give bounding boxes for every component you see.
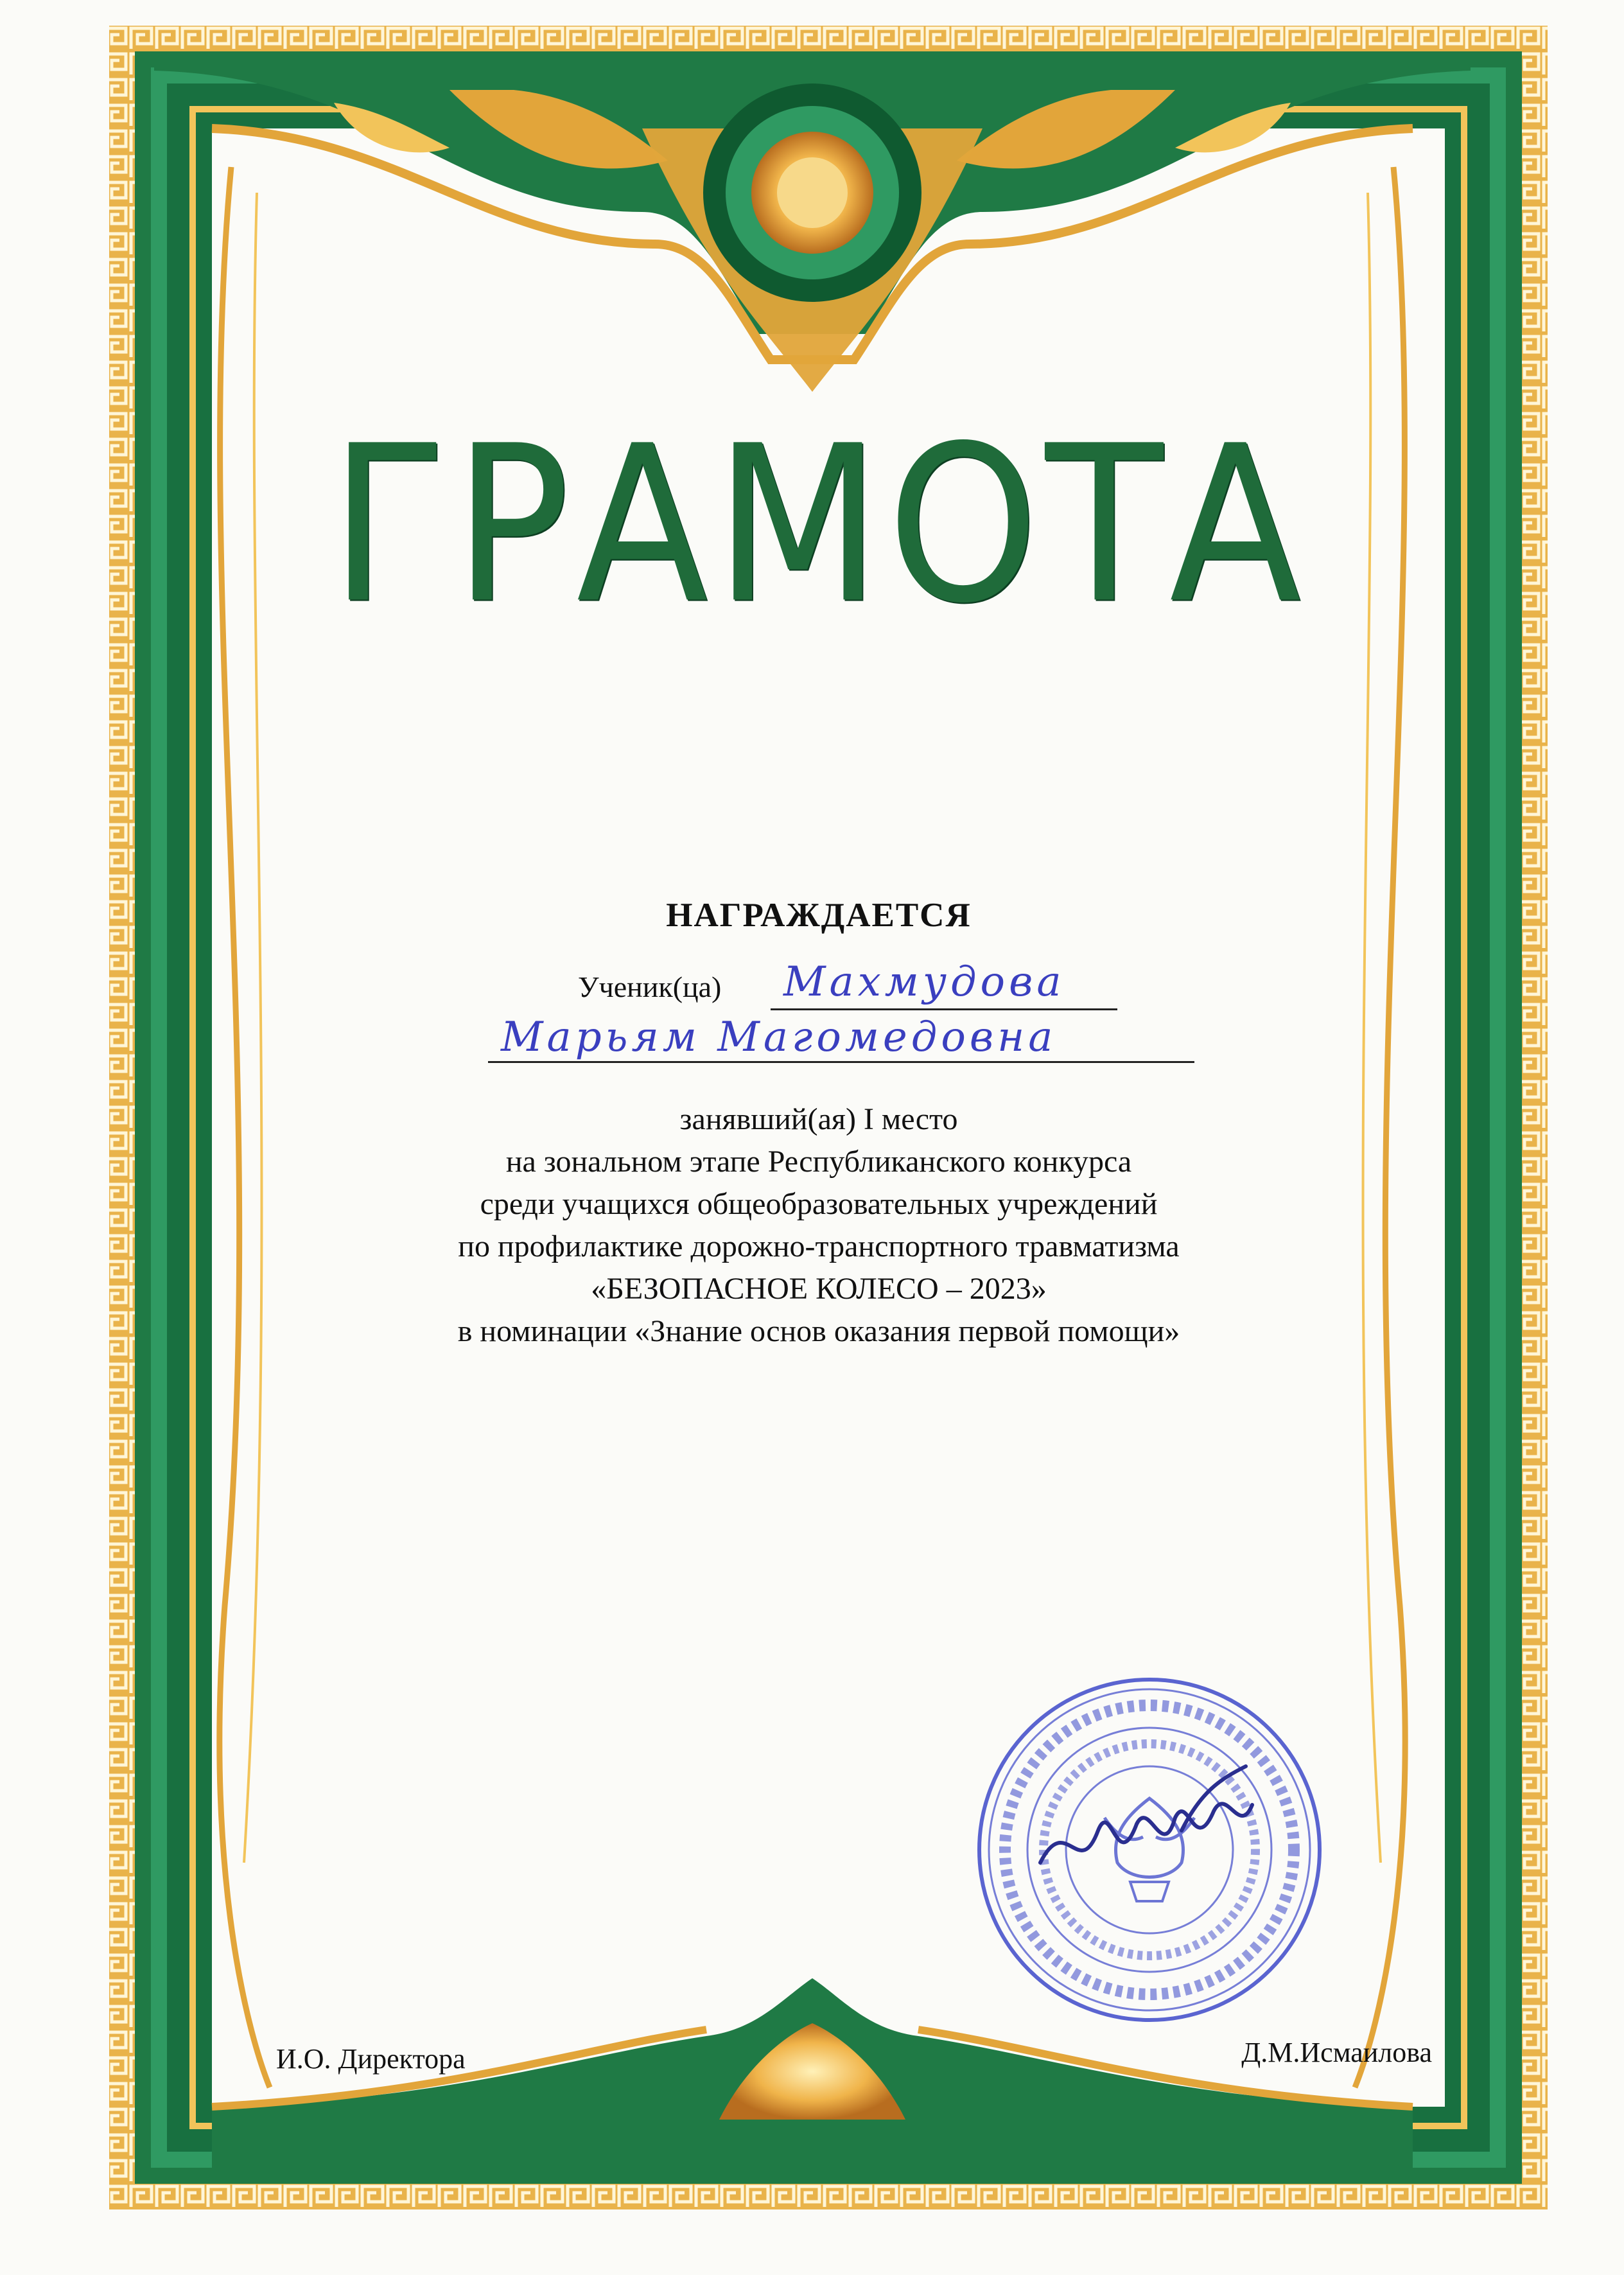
body-line: по профилактике дорожно-транспортного травматизма <box>458 1229 1180 1263</box>
awarded-heading: НАГРАЖДАЕТСЯ <box>666 897 972 934</box>
certificate-content <box>276 0 1432 2275</box>
award-description <box>276 1098 1361 1353</box>
student-label: Ученик(ца) <box>578 971 722 1003</box>
signatory-name: Д.М.Исмаилова <box>1241 2037 1432 2068</box>
surname-underline <box>771 1008 1117 1010</box>
eagle-emblem-icon <box>1104 1798 1194 1901</box>
name-underline <box>488 1061 1194 1063</box>
body-line: «БЕЗОПАСНОЕ КОЛЕСО – 2023» <box>591 1272 1047 1306</box>
body-line: в номинации «Знание основ оказания первой помощи» <box>457 1314 1180 1348</box>
certificate-title: ГРАМОТА <box>329 400 1308 651</box>
student-line <box>578 958 1438 1015</box>
body-line: среди учащихся общеобразовательных учреждений <box>480 1187 1158 1221</box>
body-line: занявший(ая) I место <box>679 1102 958 1136</box>
student-name-handwritten: Марьям Магомедовна <box>501 1014 1057 1061</box>
signatory-title: И.О. Директора <box>276 2043 466 2075</box>
director-signature <box>1040 1766 1252 1863</box>
official-stamp <box>970 1670 1329 2030</box>
student-name-line <box>488 1014 1194 1073</box>
body-line: на зональном этапе Республиканского конкурса <box>505 1145 1132 1179</box>
student-surname-handwritten: Махмудова <box>783 958 1065 1006</box>
